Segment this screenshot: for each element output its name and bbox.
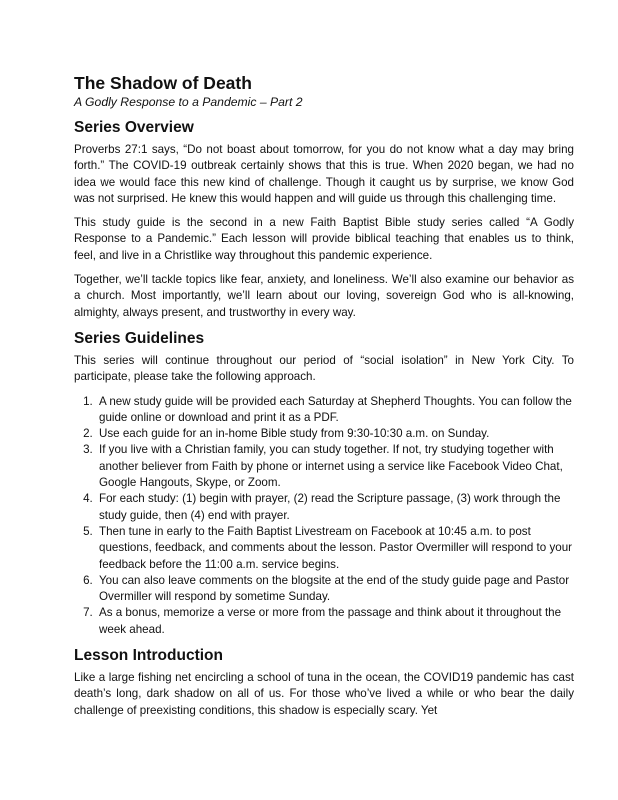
guideline-item: 4. For each study: (1) begin with prayer, (2) read the Scripture passage, (3) work through the study guide, then (4) end with prayer. bbox=[96, 491, 574, 524]
series-overview-heading: Series Overview bbox=[74, 119, 194, 136]
overview-paragraph: This study guide is the second in a new Faith Baptist Bible study series called “A Godly Response to a Pandemic.” Each lesson will provide biblical teaching that enables us to think, feel, and live in a Christlike way throughout this pandemic experience. bbox=[74, 216, 574, 262]
guideline-item: 6. You can also leave comments on the blogsite at the end of the study guide page and Pastor Overmiller will respond by sometime Sunday. bbox=[96, 573, 574, 606]
document-subtitle: A Godly Response to a Pandemic – Part 2 bbox=[74, 95, 303, 109]
guideline-item: 7. As a bonus, memorize a verse or more from the passage and think about it throughout the week ahead. bbox=[96, 605, 574, 638]
document-title: The Shadow of Death bbox=[74, 73, 252, 93]
guideline-item: 5. Then tune in early to the Faith Baptist Livestream on Facebook at 10:45 a.m. to post questions, feedback, and comments about the lesson. Pastor Overmiller will respond to your feedback before the 11:00 a.m. service begins. bbox=[96, 524, 574, 573]
series-guidelines-heading: Series Guidelines bbox=[74, 329, 205, 347]
guideline-item: 3. If you live with a Christian family, you can study together. If not, try studying together with another believer from Faith by phone or internet using a service like Facebook Video Chat, Google Hangouts, Skype, or Zoom. bbox=[96, 442, 574, 491]
series-overview-section bbox=[74, 118, 574, 321]
series-guidelines-section bbox=[74, 329, 574, 638]
lesson-introduction-section bbox=[74, 646, 574, 719]
guidelines-list bbox=[74, 394, 574, 638]
guideline-item: 1. A new study guide will be provided each Saturday at Shepherd Thoughts. You can follow the guide online or download and print it as a PDF. bbox=[96, 394, 574, 427]
overview-paragraph: Together, we’ll tackle topics like fear, anxiety, and loneliness. We’ll also examine our behavior as a church. Most importantly, we’ll learn about our loving, sovereign God who is all-knowing, almighty, always present, and trustworthy in every way. bbox=[74, 273, 574, 319]
guideline-item: 2. Use each guide for an in-home Bible study from 9:30-10:30 a.m. on Sunday. bbox=[96, 426, 574, 442]
overview-paragraph: Proverbs 27:1 says, “Do not boast about tomorrow, for you do not know what a day may bring forth.” The COVID-19 outbreak certainly shows that this is true. When 2020 began, we had no idea we would face this new kind of challenge. Though it caught us by surprise, we know God was not surprised. He knew this would happen and will guide us through this challenging time. bbox=[74, 143, 574, 205]
lesson-introduction-heading: Lesson Introduction bbox=[74, 647, 223, 665]
introduction-paragraph: Like a large fishing net encircling a school of tuna in the ocean, the COVID19 pandemic has cast death’s long, dark shadow on all of us. For those who’ve lived a while or who bear the daily challenge of preexisting conditions, this shadow is especially scary. Yet bbox=[74, 671, 574, 717]
guidelines-intro: This series will continue throughout our period of “social isolation” in New York City. To participate, please take the following approach. bbox=[74, 353, 574, 384]
